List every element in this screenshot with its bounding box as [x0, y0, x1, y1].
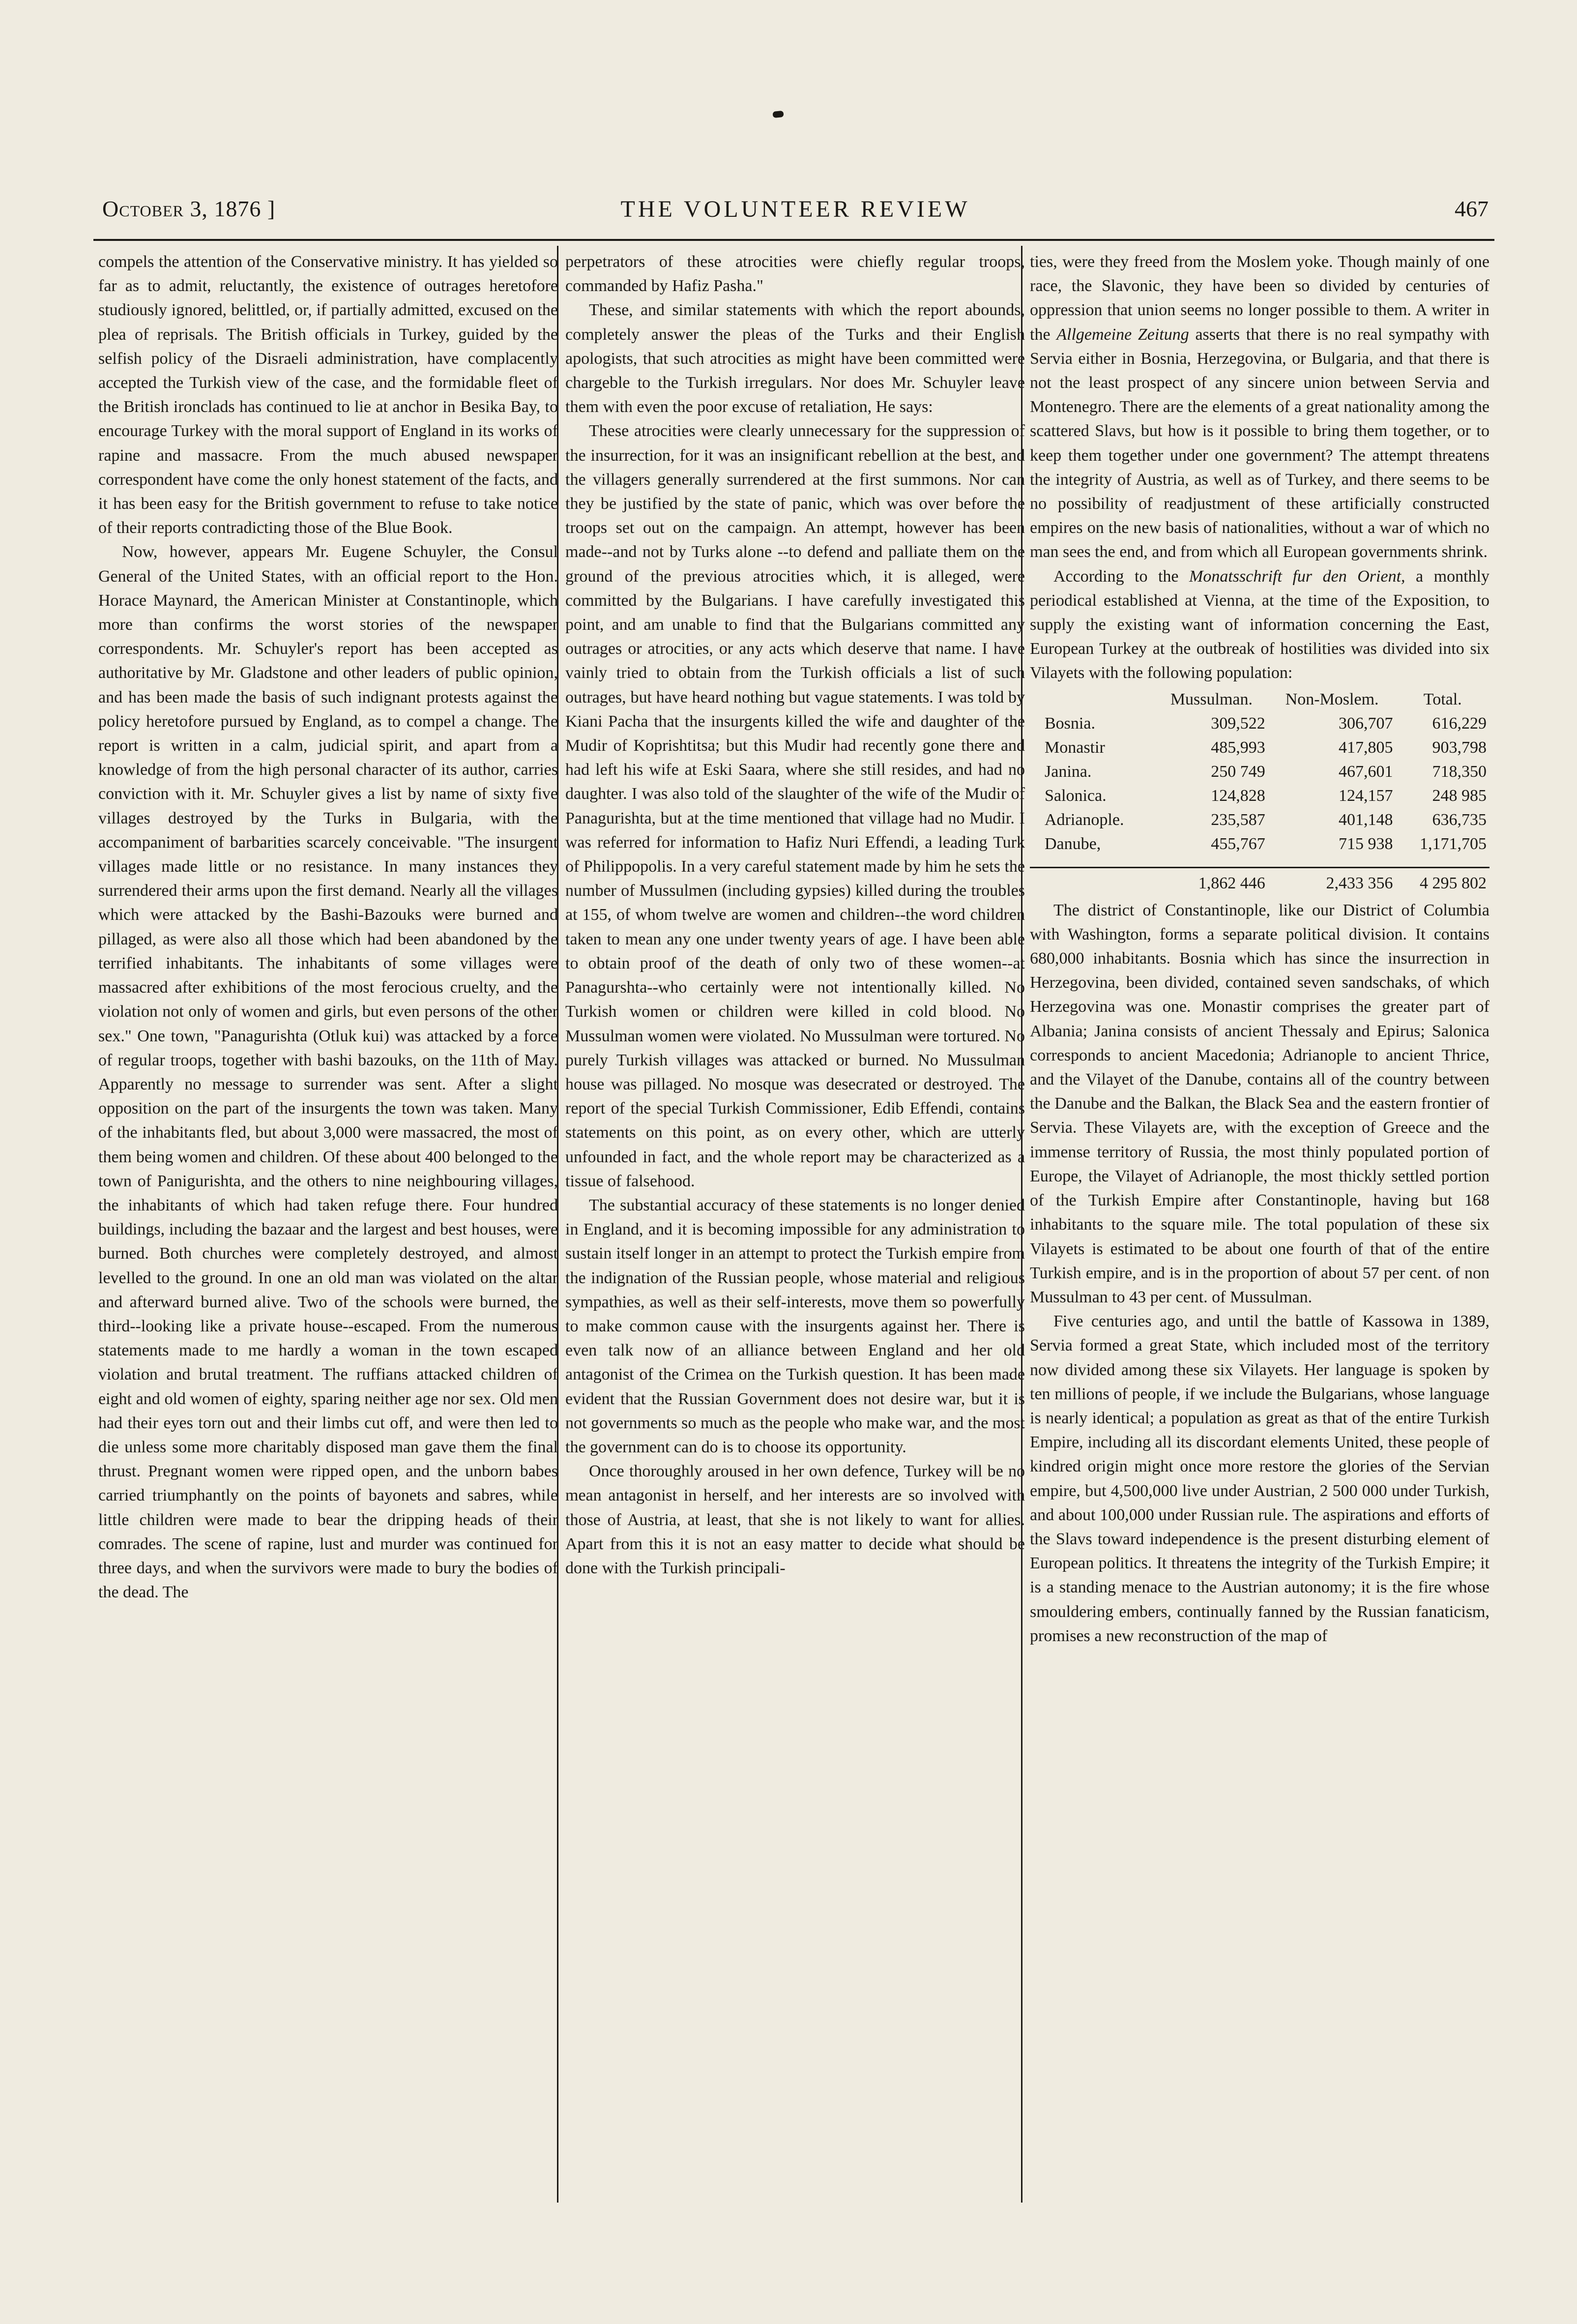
table-spacer — [1030, 856, 1489, 868]
population-table — [1030, 687, 1489, 895]
paragraph: Five centuries ago, and until the battle of Kassowa in 1389, Servia formed a great State, which included most of the territory now divided among these six Vilayets. Her language is spoken by ten millions of people, if we include the Bulgarians, whose language is nearly identical; a population as great as that of the entire Turkish Empire, including all its discordant elements United, these people of kindred origin might once more restore the glories of the Servian empire, but 4,500,000 live under Austrian, 2 500 000 under Turkish, and about 100,000 under Russian rule. The aspirations and efforts of the Slavs toward independence is the present disturbing element of European politics. It threatens the integrity of the Turkish Empire; it is a standing menace to the Austrian autonomy; it is the fire whose smouldering embers, continually fanned by the Russian fanaticism, promises a new reconstruction of the map of — [1030, 1312, 1489, 1645]
paragraph: These, and similar statements with which the report abounds, completely answer the pleas of the Turks and their English apologists, that such atrocities as might have been committed were chargeble to the Turkish irregulars. Nor does Mr. Schuyler leave them with even the poor excuse of retaliation, He says: — [565, 301, 1025, 416]
text: ties, were they freed from the Moslem yoke. Though mainly of one race, the Slavonic, they have been so divided by centuries of oppression that union seems no longer possible to them. A writer in the — [1030, 253, 1489, 344]
table-cell: 248 985 — [1432, 786, 1487, 805]
table-cell: 616,229 — [1432, 714, 1487, 733]
table-row — [1030, 735, 1489, 760]
quoted-paragraph: These atrocities were clearly unnecessary for the suppression of the insurrection, for it was an insignificant rebellion at the best, and the villagers generally surrendered at the first summons. Nor can they be justified by the state of panic, which was over before the troops set out on the campaign. An attempt, however has been made--and not by Turks alone --to defend and palliate them on the ground of the previous atrocities which, it is alleged, were committed by the Bulgarians. I have carefully investigated this point, and am unable to find that the Bulgarians committed any outrages or atrocities, or any acts which deserve that name. I have vainly tried to obtain from the Turkish officials a list of such outrages, but have heard nothing but vague statements. I was told by Kiani Pacha that the insurgents killed the wife and daughter of the Mudir of Koprishtitsa; but this Mudir had recently gone there and had left his wife at Eski Saara, where she still resides, and had no daughter. I was also told of the slaughter of the wife of the Mudir of Panagurishta, but at the time mentioned that village had no Mudir. I was referred for information to Hafiz Nuri Effendi, a leading Turk of Philippopolis. In a very careful statement made by him he sets the number of Mussulmen (including gypsies) killed during the troubles at 155, of whom twelve are women and children--the word children taken to mean any one under twenty years of age. I have been able to obtain proof of the death of only two of these women--at Panagurshta--who certainly were not intentionally killed. No Turkish women or children were killed in cold blood. No Mussulman women were violated. No Mussulman were tortured. No purely Turkish villages was attacked or burned. No Mussulman house was pillaged. No mosque was desecrated or destroyed. The report of the special Turkish Commissioner, Edib Effendi, contains statements on this point, as on every other, which are utterly unfounded in fact, and the whole report may be characterized as a tissue of falsehood. — [565, 422, 1025, 1190]
table-cell: 309,522 — [1211, 714, 1265, 733]
publication-title: THE VOLUNTEER REVIEW — [620, 196, 970, 222]
vilayet-name: Janina. — [1045, 762, 1092, 781]
table-row — [1030, 808, 1489, 832]
table-cell: 306,707 — [1338, 714, 1393, 733]
table-cell: 455,767 — [1211, 834, 1265, 853]
vilayet-name: Danube, — [1045, 834, 1101, 853]
column-3 — [1030, 250, 1489, 2197]
table-header-row — [1030, 687, 1489, 711]
text: a monthly periodical established at Vienna, at the time of the Exposition, to supply the existing want of information concerning the East, European Turkey at the outbreak of hostilities was divided into six Vilayets with the following population: — [1030, 567, 1489, 682]
table-cell: 124,828 — [1211, 786, 1265, 805]
ink-mark — [772, 111, 784, 118]
table-header: Non-Moslem. — [1285, 690, 1379, 708]
vilayet-name: Monastir — [1045, 738, 1105, 757]
paragraph: Once thoroughly aroused in her own defence, Turkey will be no mean antagonist in herself, and her interests are so involved with those of Austria, at least, that she is not likely to want for allies. Apart from this it is not an easy matter to decide what should be done with the Turkish principali- — [565, 1462, 1025, 1577]
vilayet-name: Salonica. — [1045, 786, 1107, 805]
table-cell: 250 749 — [1211, 762, 1265, 781]
table-header — [1030, 687, 1155, 711]
table-cell: 235,587 — [1211, 810, 1265, 829]
table-cell: 1,171,705 — [1420, 834, 1487, 853]
table-header: Mussulman. — [1170, 690, 1253, 708]
table-cell: 718,350 — [1432, 762, 1487, 781]
column-2 — [565, 250, 1025, 2197]
table-row — [1030, 711, 1489, 735]
table-cell: 417,805 — [1338, 738, 1393, 757]
newspaper-name: Allgemeine Zeitung — [1056, 325, 1189, 344]
table-cell — [1030, 867, 1155, 895]
table-cell: 715 938 — [1338, 834, 1393, 853]
table-cell: 124,157 — [1338, 786, 1393, 805]
total-cell: 4 295 802 — [1396, 867, 1489, 895]
page-number: 467 — [1455, 196, 1489, 221]
paragraph: Now, however, appears Mr. Eugene Schuyler, the Consul General of the United States, with an official report to the Hon. Horace Maynard, the American Minister at Constantinople, which more than confirms the worst stories of the newspaper correspondents. Mr. Schuyler's report has been accepted as authoritative by Mr. Gladstone and other leaders of public opinion, and has been made the basis of such indignant protests against the policy heretofore pursued by England, as to compel a change. The report is written in a calm, judicial spirit, and apart from a knowledge of from the high personal character of its author, carries conviction with it. Mr. Schuyler gives a list by name of sixty five villages destroyed by the Turks in Bulgaria, with the accompaniment of barbarities scarcely conceivable. "The insurgent villages made little or no resistance. In many instances they surrendered their arms upon the first demand. Nearly all the villages which were attacked by the Bashi-Bazouks were burned and pillaged, as were also all those which had been abandoned by the terrified inhabitants. The inhabitants of some villages were massacred after exhibitions of the most ferocious cruelty, and the violation not only of women and girls, but even persons of the other sex." One town, "Panagurishta (Otluk kui) was attacked by a force of regular troops, together with bashi bazouks, on the 11th of May. Apparently no message to surrender was sent. After a slight opposition on the part of the insurgents the town was taken. Many of the inhabitants fled, but about 3,000 were massacred, the most of them being women and children. Of these about 400 belonged to the town of Panigurishta, and the others to nine neighbouring villages, the inhabitants of which had taken refuge there. Four hundred buildings, including the bazaar and the largest and best houses, were burned. Both churches were completely destroyed, and almost levelled to the ground. In one an old man was violated on the altar and afterward burned alive. Two of the schools were burned, the third--looking like a private house--escaped. From the numerous statements made to me hardly a woman in the town escaped violation and brutal treatment. The ruffians attacked children of eight and old women of eighty, sparing neither age nor sex. Old men had their eyes torn out and their limbs cut off, and were then led to die unless some more charitably disposed man gave them the final thrust. Pregnant women were ripped open, and the unborn babes carried triumphantly on the points of bayonets and sabres, while little children were made to bear the dripping heads of their comrades. The scene of rapine, lust and murder was continued for three days, and when the survivors were made to bury the bodies of the dead. The — [98, 543, 558, 1602]
table-cell: 467,601 — [1338, 762, 1393, 781]
table-total-row — [1030, 867, 1489, 895]
table-cell: 485,993 — [1211, 738, 1265, 757]
table-row — [1030, 760, 1489, 784]
paragraph: perpetrators of these atrocities were chiefly regular troops, commanded by Hafiz Pasha." — [565, 253, 1025, 295]
column-1 — [98, 250, 558, 2197]
table-cell: 636,735 — [1432, 810, 1487, 829]
page-header — [102, 196, 1489, 225]
header-rule — [93, 239, 1494, 241]
paragraph: The substantial accuracy of these statements is no longer denied in England, and it is becoming impossible for any administration to sustain itself longer in an attempt to protect the Turkish empire from the indignation of the Russian people, whose material and religious sympathies, as well as their self-interests, move them so powerfully to make common cause with the insurgents against her. There is even talk now of an alliance between England and her old antagonist of the Crimea on the Turkish question. It has been made evident that the Russian Government does not desire war, but it is not governments so much as the people who make war, and the most the government can do is to choose its opportunity. — [565, 1196, 1025, 1456]
total-cell: 2,433 356 — [1268, 867, 1396, 895]
vilayet-name: Adrianople. — [1045, 810, 1124, 829]
table-row — [1030, 832, 1489, 856]
table-row — [1030, 784, 1489, 808]
table-cell: 903,798 — [1432, 738, 1487, 757]
vilayet-name: Bosnia. — [1045, 714, 1095, 733]
issue-date: October 3, 1876 ] — [102, 196, 276, 221]
total-cell: 1,862 446 — [1155, 867, 1268, 895]
paragraph: compels the attention of the Conservative ministry. It has yielded so far as to admit, reluctantly, the existence of outrages heretofore studiously ignored, belittled, or, if partially admitted, excused on the plea of reprisals. The British officials in Turkey, guided by the selfish policy of the Disraeli administration, have complacently accepted the Turkish view of the case, and the formidable fleet of the British ironclads has continued to lie at anchor in Besika Bay, to encourage Turkey with the moral support of England in its works of rapine and massacre. From the much abused newspaper correspondent have come the only honest statement of the facts, and it has been easy for the British government to refuse to take notice of their reports contradicting those of the Blue Book. — [98, 253, 558, 537]
text: According to the — [1053, 567, 1179, 586]
table-header: Total. — [1423, 690, 1462, 708]
paragraph — [1030, 564, 1489, 685]
paragraph — [1030, 250, 1489, 564]
text: asserts that there is no real sympathy with Servia either in Bosnia, Herzegovina, or Bulgaria, and that there is not the least prospect of any sincere union between Servia and Montenegro. There are the elements of a great nationality among the scattered Slavs, but how is it possible to bring them together, or to keep them together under one government? The attempt threatens the integrity of Austria, as well as of Turkey, and there seems to be no possibility of readjustment of these artificially constructed empires on the new basis of nationalities, without a war of which no man sees the end, and from which all European governments shrink. — [1030, 325, 1489, 561]
table-cell: 401,148 — [1338, 810, 1393, 829]
paragraph: The district of Constantinople, like our District of Columbia with Washington, forms a separate political division. It contains 680,000 inhabitants. Bosnia which has since the insurrection in Herzegovina, been divided, contained seven sandschaks, of which Herzegovina was one. Monastir comprises the greater part of Albania; Janina consists of ancient Thessaly and Epirus; Salonica corresponds to ancient Macedonia; Adrianople to ancient Thrice, and the Vilayet of the Danube, contains all of the country between the Danube and the Balkan, the Black Sea and the eastern frontier of Servia. These Vilayets are, with the exception of Greece and the immense territory of Russia, the most thinly populated portion of Europe, the Vilayet of Adrianople, the most thickly settled portion of the Turkish Empire after Constantinople, having but 168 inhabitants to the square mile. The total population of these six Vilayets is estimated to be about one fourth of that of the entire Turkish empire, and is in the proportion of about 57 per cent. of non Mussulman to 43 per cent. of Mussulman. — [1030, 901, 1489, 1306]
periodical-name: Monatsschrift fur den Orient, — [1189, 567, 1405, 586]
